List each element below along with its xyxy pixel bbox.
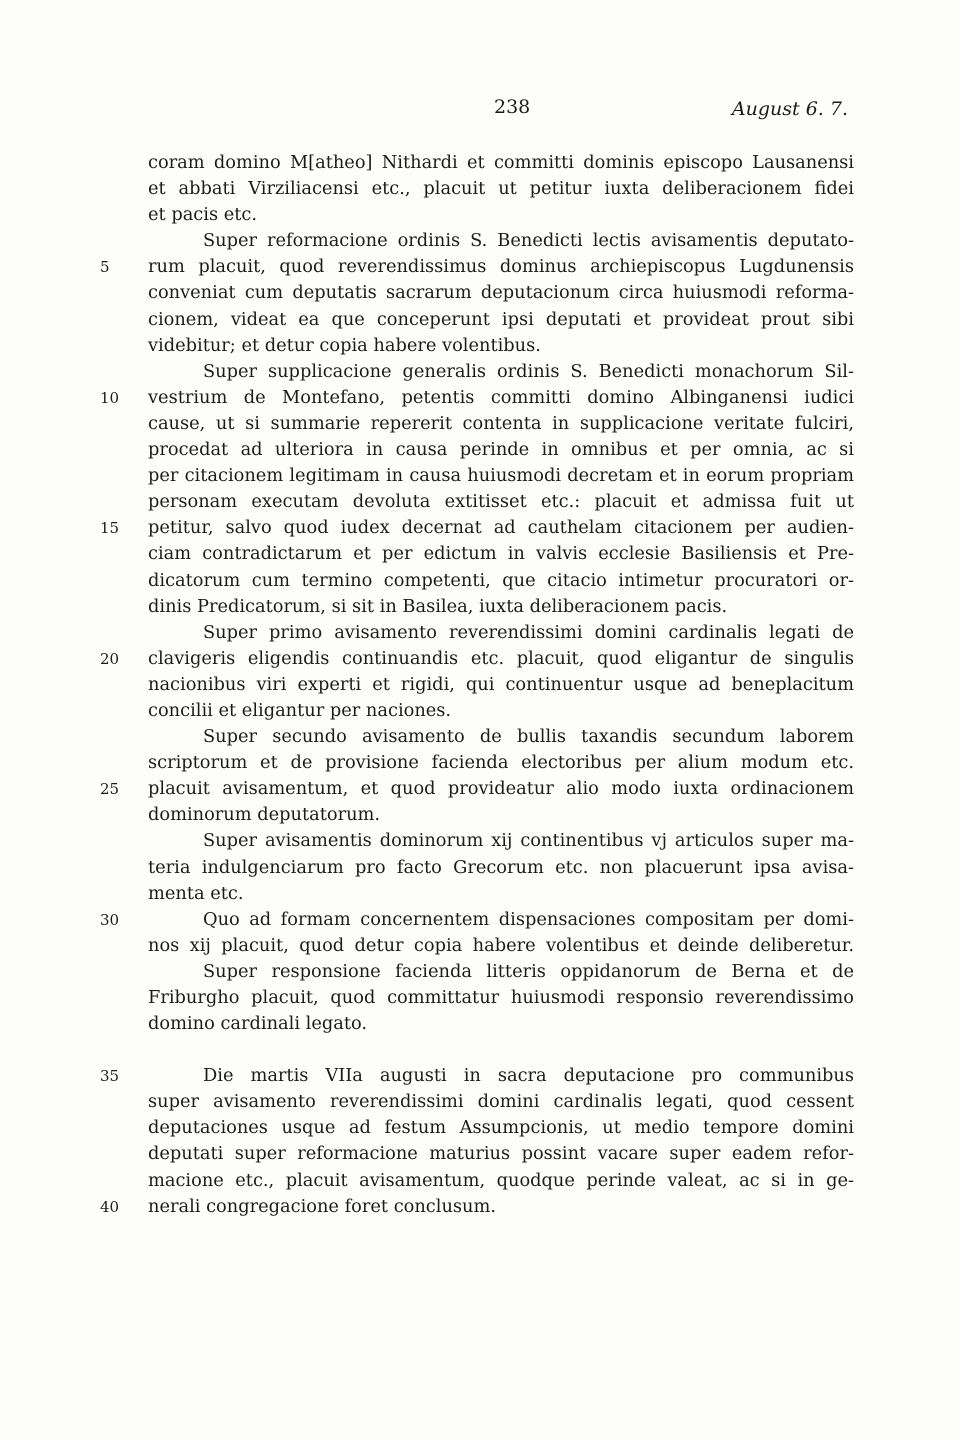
line-number: 20 [100,649,120,668]
text-line: personam executam devoluta extitisset etc.: placuit et admissa fuit ut [148,491,854,513]
text-line: menta etc. [148,882,244,904]
line-number: 30 [100,910,120,929]
text-line: macione etc., placuit avisamentum, quodque perinde valeat, ac si in ge- [148,1169,854,1191]
text-line: super avisamento reverendissimi domini cardinalis legati, quod cessent [148,1091,854,1113]
text-line: videbitur; et detur copia habere volentibus. [148,334,541,356]
text-line: dominorum deputatorum. [148,804,381,826]
text-line: Super reformacione ordinis S. Benedicti lectis avisamentis deputato- [203,230,854,252]
text-line: nacionibus viri experti et rigidi, qui continuentur usque ad beneplacitum [148,673,854,695]
text-line: Super primo avisamento reverendissimi domini cardinalis legati de [203,621,854,643]
line-number: 10 [100,388,120,407]
text-line: Friburgho placuit, quod committatur huiusmodi responsio reverendissimo [148,987,854,1008]
text-line: et abbati Virziliacensi etc., placuit ut petitur iuxta deliberacionem fidei [148,178,854,200]
line-number: 40 [100,1197,120,1216]
text-line: per citacionem legitimam in causa huiusmodi decretam et in eorum propriam [148,465,854,487]
text-line: 20 clavigeris eligendis continuandis etc. placuit, quod eligantur de singulis [148,646,854,672]
text-line: concilii et eligantur per naciones. [148,699,452,721]
text-line: coram domino M[atheo] Nithardi et committi dominis episcopo Lausanensi [148,152,854,173]
text-line: Super secundo avisamento de bullis taxandis secundum laborem [203,726,854,748]
text-line: cionem, videat ea que conceperunt ipsi deputati et provideat prout sibi [148,308,854,330]
text-line: 30 Quo ad formam concernentem dispensaciones compositam per domi- [148,907,854,933]
text-line: 40 nerali congregacione foret conclusum. [148,1194,854,1220]
running-head: August 6. 7. [731,98,848,120]
text-line: cause, ut si summarie repererit contenta in supplicacione veritate fulciri, [148,412,854,434]
text-line: teria indulgenciarum pro facto Grecorum etc. non placuerunt ipsa avisa- [148,856,854,878]
text-line: 10 vestrium de Montefano, petentis committi domino Albinganensi iudici [148,385,854,411]
text-line: scriptorum et de provisione facienda electoribus per alium modum etc. [148,752,854,774]
line-number: 15 [100,519,120,538]
text-line: ciam contradictarum et per edictum in valvis ecclesie Basiliensis et Pre- [148,543,854,565]
main-text [100,150,854,1220]
text-line: 25 placuit avisamentum, et quod provideatur alio modo iuxta ordinacionem [148,776,854,802]
text-line: dinis Predicatorum, si sit in Basilea, iuxta deliberacionem pacis. [148,595,728,617]
text-line: 5 rum placuit, quod reverendissimus dominus archiepiscopus Lugdunensis [148,254,854,280]
page-number: 238 [494,96,531,118]
text-line: nos xij placuit, quod detur copia habere volentibus et deinde deliberetur. [148,934,854,956]
text-line: domino cardinali legato. [148,1013,368,1035]
text-line: Super supplicacione generalis ordinis S. Benedicti monachorum Sil- [203,360,854,382]
text-line: deputaciones usque ad festum Assumpcionis, ut medio tempore domini [148,1117,854,1139]
text-line: procedat ad ulteriora in causa perinde in omnibus et per omnia, ac si [148,439,854,461]
text-line: Super responsione facienda litteris oppidanorum de Berna et de [203,960,854,982]
text-line: 35 Die martis VIIa augusti in sacra deputacione pro communibus [148,1063,854,1089]
text-line: Super avisamentis dominorum xij continentibus vj articulos super ma- [203,830,854,852]
line-number: 35 [100,1067,120,1086]
page-header [0,96,960,126]
line-number: 25 [100,780,120,799]
paragraph-gap [148,1037,854,1063]
text-line: et pacis etc. [148,204,258,226]
text-line: deputati super reformacione maturius possint vacare super eadem refor- [148,1143,854,1165]
text-line: 15 petitur, salvo quod iudex decernat ad cauthelam citacionem per audien- [148,515,854,541]
line-number: 5 [100,258,110,277]
text-line: conveniat cum deputatis sacrarum deputacionum circa huiusmodi reforma- [148,282,854,304]
text-line: dicatorum cum termino competenti, que citacio intimetur procuratori or- [148,569,854,591]
